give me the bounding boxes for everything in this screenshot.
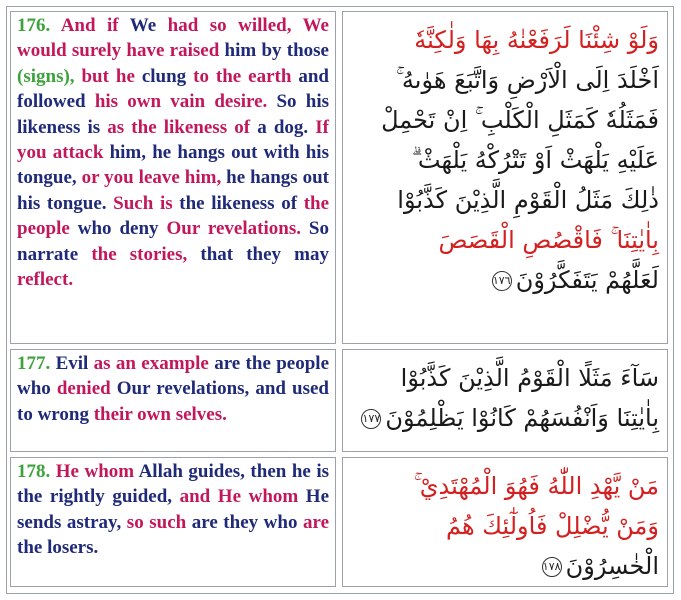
translation-segment: Evil (55, 353, 89, 374)
verse-end-marker: ١٧٨ (542, 557, 562, 577)
translation-segment: him by those (224, 40, 329, 62)
arabic-line: الْخٰسِرُوْنَ (565, 552, 659, 580)
translation-segment: so such (126, 511, 187, 533)
translation-segment: a dog. (250, 116, 316, 138)
verse-end-marker: ١٧٦ (492, 271, 512, 291)
translation-segment: the stories, (91, 243, 188, 265)
arabic-line: سَآءَ مَثَلًا الْقَوْمُ الَّذِيْنَ كَذَّبُوْا (400, 364, 659, 392)
verse-177-translation (17, 351, 329, 427)
translation-segment: and followed (17, 65, 329, 113)
translation-segment: their own selves. (93, 403, 227, 425)
translation-segment: as an example (88, 353, 209, 374)
translation-segment: Such is (113, 192, 173, 214)
translation-segment: He whom (55, 461, 135, 482)
arabic-line: بِاٰيٰتِنَا وَاَنْفُسَهُمْ كَانُوْا يَظْلِمُوْنَ (385, 404, 659, 432)
translation-segment: as the likeness of (107, 116, 251, 138)
verse-178-english (10, 457, 336, 587)
translation-segment: he hangs out his tongue. (17, 167, 329, 214)
translation-segment: that they may (187, 243, 329, 265)
arabic-line: فَمَثَلُهٗ كَمَثَلِ الْكَلْبِ ۚ اِنْ تَحْمِلْ (381, 106, 659, 134)
translation-segment: are they who (186, 511, 303, 533)
arabic-line: لَعَلَّهُمْ يَتَفَكَّرُوْنَ (515, 266, 659, 294)
translation-segment: So his likeness is (17, 91, 330, 138)
translation-segment: who deny (69, 218, 167, 240)
translation-segment: (signs), (17, 65, 75, 87)
translation-segment: denied (56, 378, 111, 400)
arabic-line: وَمَنْ يُّضْلِلْ فَاُولٰٓئِكَ هُمُ (446, 512, 659, 540)
translation-segment: the likeness of (172, 192, 304, 214)
verse-number: 178. (17, 461, 56, 482)
verse-178-translation (17, 459, 329, 561)
translation-segment: If you attack (17, 116, 329, 164)
translation-segment: but he (74, 65, 142, 87)
verse-178-arabic-text (351, 466, 659, 586)
arabic-line: عَلَيْهِ يَلْهَثْ اَوْ تَتْرُكْهُ يَلْهَثْ ۗ (411, 146, 659, 174)
translation-segment: Allah guides, then he is (134, 461, 330, 482)
translation-segment: reflect. (17, 269, 74, 291)
verse-176-english (10, 11, 336, 344)
translation-segment: to the earth (193, 65, 292, 87)
translation-segment: the rightly guided, (17, 486, 173, 508)
arabic-line: مَنْ يَّهْدِ اللّٰهُ فَهُوَ الْمُهْتَدِيْ ۚ (413, 472, 659, 500)
verse-177-arabic-text (351, 358, 659, 438)
translation-segment: him, (103, 142, 153, 164)
verse-177-english (10, 349, 336, 452)
translation-segment: he hangs out with his tongue, (17, 142, 329, 189)
translation-segment: the people (17, 192, 330, 240)
verse-end-marker: ١٧٧ (361, 409, 381, 429)
verse-number: 176. (17, 15, 61, 36)
translation-segment: his own vain desire. (94, 91, 268, 113)
translation-segment: the losers. (17, 537, 99, 559)
translation-segment: had so willed, We would surely have raised (17, 15, 329, 62)
arabic-line: اَخْلَدَ اِلَى الْاَرْضِ وَاتَّبَعَ هَوٰىهُ ۚ (395, 66, 659, 94)
translation-segment: And if (60, 15, 119, 36)
translation-segment: Our revelations, and used to wrong (17, 378, 329, 425)
translation-segment: He sends astray, (17, 486, 330, 533)
verse-176-arabic (342, 11, 668, 344)
verse-177-arabic (342, 349, 668, 452)
verse-176-translation (17, 13, 329, 292)
translation-segment: clung (141, 65, 194, 87)
translation-segment: are the people who (17, 353, 330, 400)
translation-segment: and He whom (172, 486, 299, 508)
translation-segment: So narrate (17, 218, 329, 265)
translation-segment: We (118, 15, 168, 36)
arabic-line: وَلَوْ شِئْنَا لَرَفَعْنٰهُ بِهَا وَلٰكِنَّهٗ (414, 26, 659, 54)
translation-segment: Our revelations. (166, 218, 301, 240)
verse-178-arabic (342, 457, 668, 587)
arabic-line: ذٰلِكَ مَثَلُ الْقَوْمِ الَّذِيْنَ كَذَّبُوْا (397, 186, 659, 214)
translation-segment: him, (184, 167, 222, 189)
verse-176-arabic-text (351, 20, 659, 300)
translation-segment: or you leave (76, 167, 185, 189)
translation-segment: are (302, 511, 330, 533)
arabic-line: بِاٰيٰتِنَا ۚ فَاقْصُصِ الْقَصَصَ (438, 226, 659, 254)
verse-number: 177. (17, 353, 56, 374)
